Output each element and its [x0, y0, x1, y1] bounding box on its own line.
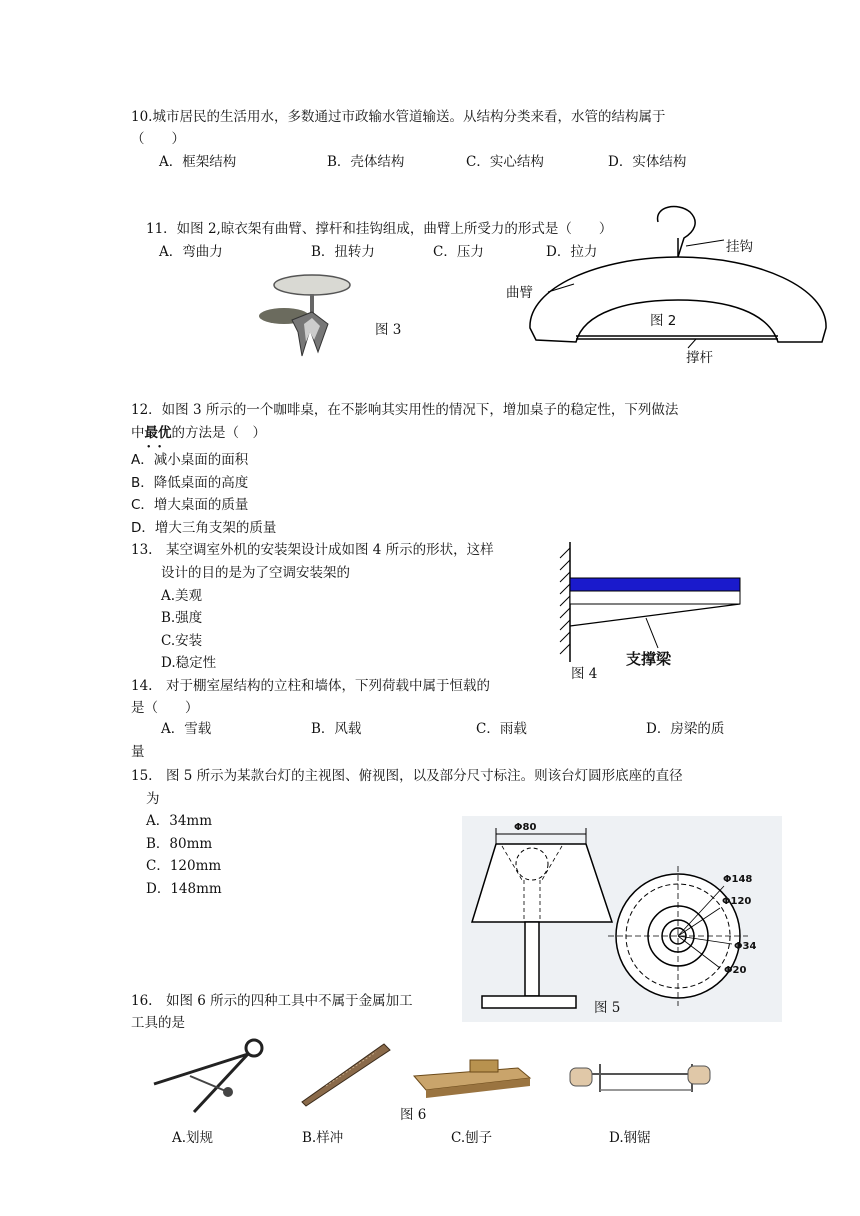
q15-option-a: A．34mm [146, 813, 213, 829]
q11-stem: 11．如图 2,晾衣架有曲臂、撑杆和挂钩组成，曲臂上所受力的形式是（ ） [146, 221, 613, 237]
q14-stem-line2: 是（ ） [131, 700, 199, 716]
fig3-caption: 图 3 [375, 322, 402, 338]
coffee-table-figure [258, 272, 358, 362]
q16-option-c: C.刨子 [451, 1130, 493, 1146]
q14-option-d: D．房梁的质 [646, 721, 725, 737]
fig5-dim-phi80: Φ80 [514, 822, 537, 833]
lamp-drawing-figure [462, 816, 782, 1022]
q11-option-d: D．拉力 [546, 244, 598, 260]
q15-option-b: B．80mm [146, 836, 213, 852]
q11-option-b: B．扭转力 [311, 244, 375, 260]
q14-option-b: B．风载 [311, 721, 362, 737]
q12-stem-pre: 中 [131, 425, 145, 441]
q10-stem-line1: 10.城市居民的生活用水，多数通过市政输水管道输送。从结构分类来看，水管的结构属于 [131, 109, 666, 125]
q14-stem-line1: 14. 对于棚室屋结构的立柱和墙体，下列荷载中属于恒载的 [131, 678, 490, 694]
q15-stem-line1: 15. 图 5 所示为某款台灯的主视图、俯视图，以及部分尺寸标注。则该台灯圆形底座的直径 [131, 768, 683, 784]
fig2-hook-label: 挂钩 [726, 239, 753, 255]
q15-option-c: C．120mm [146, 858, 222, 874]
hacksaw-image [564, 1054, 714, 1104]
q15-option-d: D．148mm [146, 881, 222, 897]
q10-option-a: A．框架结构 [159, 154, 237, 170]
q12-stem-line2 [131, 424, 266, 442]
q10-option-d: D．实体结构 [608, 154, 687, 170]
q13-stem-line1: 13. 某空调室外机的安装架设计成如图 4 所示的形状，这样 [131, 542, 494, 558]
fig5-dim-phi148: Φ148 [723, 874, 753, 885]
clothes-hanger-figure [528, 200, 840, 360]
fig6-caption: 图 6 [400, 1107, 427, 1123]
center-punch-image [296, 1040, 392, 1110]
q10-option-b: B．壳体结构 [327, 154, 405, 170]
q14-option-d-tail: 量 [131, 744, 145, 760]
q16-stem-line1: 16. 如图 6 所示的四种工具中不属于金属加工 [131, 993, 413, 1009]
q12-option-b: B．降低桌面的高度 [131, 475, 249, 491]
q12-option-a: A．减小桌面的面积 [131, 452, 249, 468]
q16-stem-line2: 工具的是 [131, 1015, 185, 1031]
fig5-dim-phi120: Φ120 [722, 896, 752, 907]
q13-option-a: A.美观 [161, 588, 203, 604]
q12-option-c: C．增大桌面的质量 [131, 497, 249, 513]
q12-stem-line1: 12．如图 3 所示的一个咖啡桌，在不影响其实用性的情况下，增加桌子的稳定性，下列做法 [131, 402, 679, 418]
fig5-caption: 图 5 [594, 1000, 621, 1016]
fig2-caption: 图 2 [650, 313, 677, 329]
q13-option-c: C.安装 [161, 633, 203, 649]
q10-option-c: C．实心结构 [466, 154, 544, 170]
q16-option-b: B.样冲 [302, 1130, 344, 1146]
q16-option-a: A.划规 [172, 1130, 214, 1146]
q10-stem-line2: （ ） [131, 131, 185, 147]
divider-compass-image [150, 1038, 270, 1118]
fig5-dim-phi34: Φ34 [734, 941, 757, 952]
q12-emphasis: 最优 • • [145, 425, 172, 441]
fig4-beam-label: 支撑梁 [626, 650, 672, 668]
q13-option-d: D.稳定性 [161, 655, 217, 671]
q13-stem-line2: 设计的目的是为了空调安装架的 [161, 565, 350, 581]
q12-option-d: D．增大三角支架的质量 [131, 520, 277, 536]
fig2-rod-label: 撑杆 [686, 350, 713, 366]
q13-option-b: B.强度 [161, 610, 203, 626]
q14-option-a: A．雪载 [161, 721, 212, 737]
q16-option-d: D.钢锯 [609, 1130, 651, 1146]
wood-plane-image [410, 1058, 534, 1102]
fig5-dim-phi20: Φ20 [724, 965, 747, 976]
fig4-caption: 图 4 [571, 666, 598, 682]
q11-option-c: C．压力 [433, 244, 484, 260]
q12-stem-post: 的方法是（ ） [171, 425, 266, 441]
fig2-arm-label: 曲臂 [506, 285, 533, 301]
q14-option-c: C．雨载 [476, 721, 527, 737]
q11-option-a: A．弯曲力 [159, 244, 223, 260]
q15-stem-line2: 为 [146, 791, 160, 807]
